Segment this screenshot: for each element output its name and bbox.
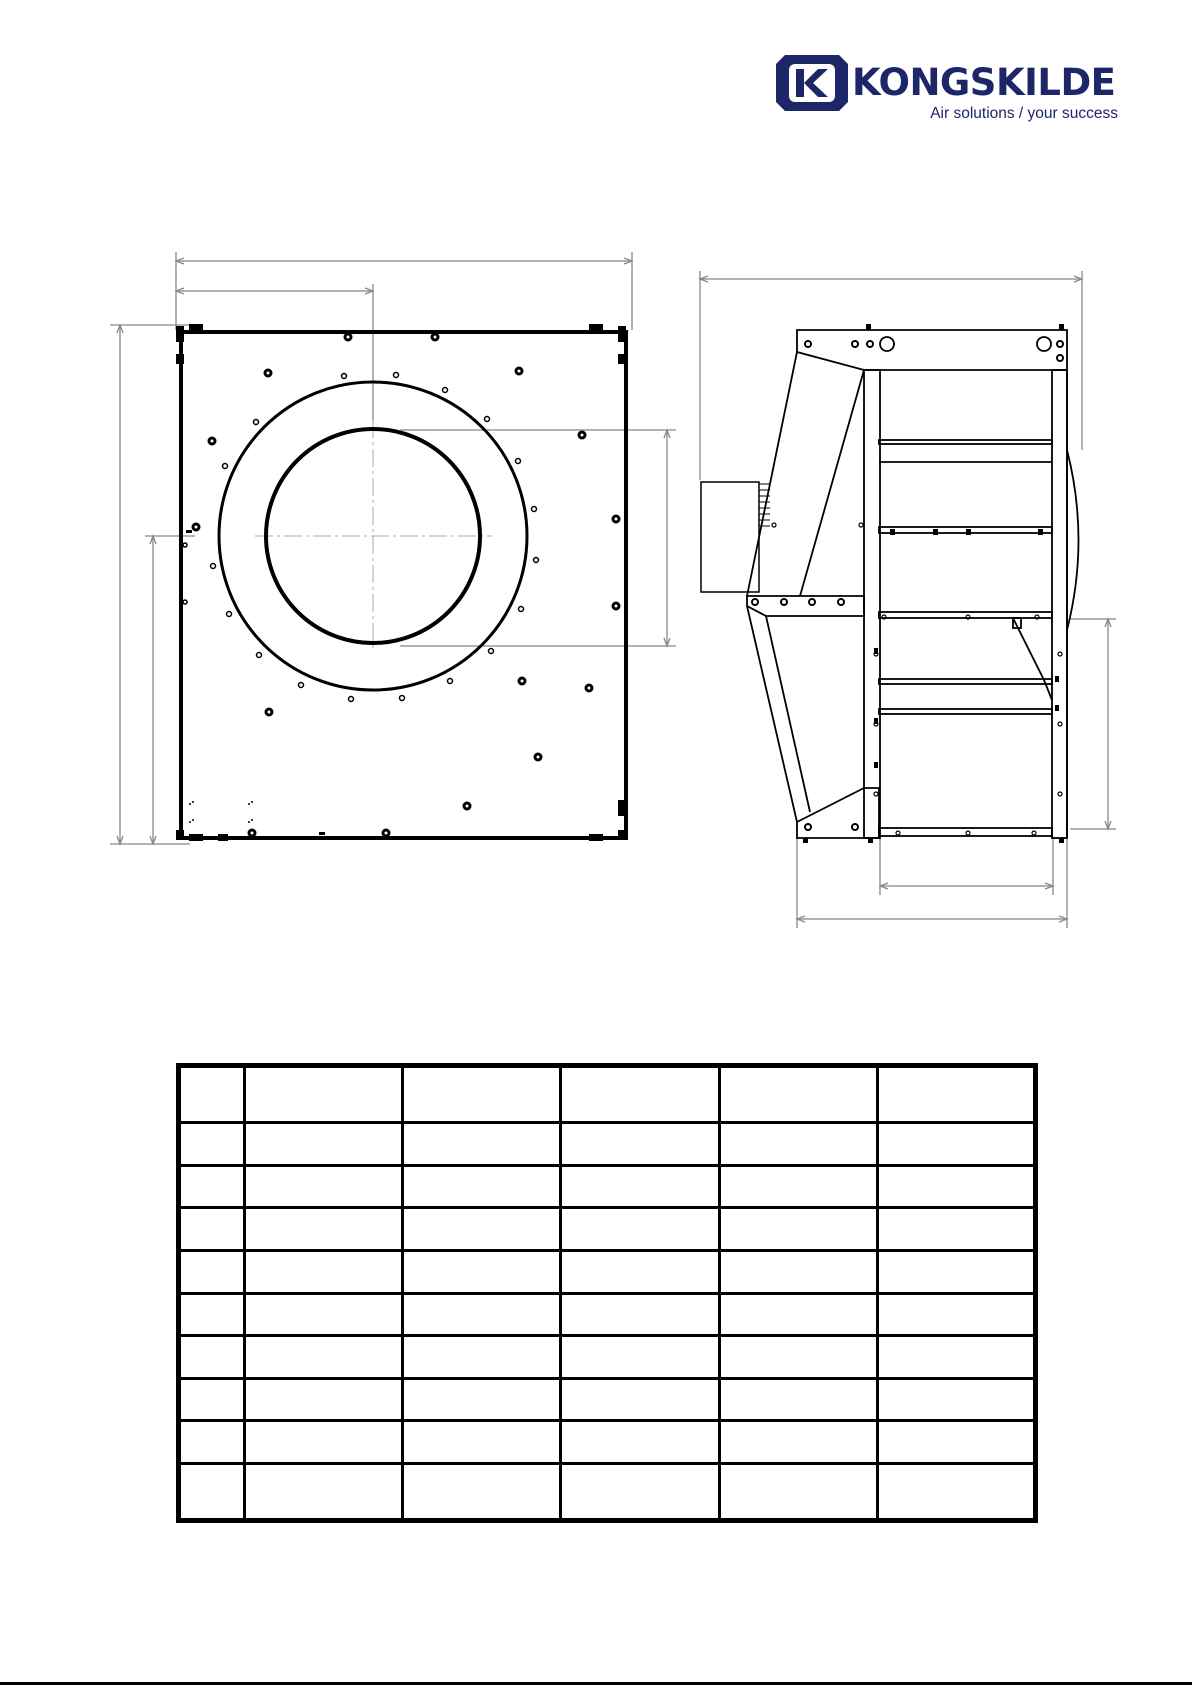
table-cell: [561, 1293, 719, 1336]
table-header-cell: [179, 1066, 245, 1123]
side-bolts: [752, 341, 1063, 830]
table-cell: [403, 1208, 561, 1251]
table-cell: [179, 1208, 245, 1251]
table-header-cell: [245, 1066, 403, 1123]
table-cell: [877, 1421, 1035, 1464]
table-cell: [245, 1336, 403, 1379]
dimensions-table: [176, 1063, 1038, 1523]
table-row: [179, 1293, 1036, 1336]
table-cell: [877, 1464, 1035, 1521]
table-cell: [179, 1165, 245, 1208]
table-cell: [403, 1293, 561, 1336]
table-cell: [561, 1165, 719, 1208]
table-cell: [877, 1208, 1035, 1251]
table-row: [179, 1378, 1036, 1421]
table-cell: [245, 1250, 403, 1293]
ring-bolts: [183, 373, 539, 702]
table-cell: [403, 1165, 561, 1208]
table-cell: [561, 1250, 719, 1293]
table-cell: [245, 1378, 403, 1421]
table-cell: [877, 1378, 1035, 1421]
table-cell: [403, 1464, 561, 1521]
logo-wordmark: KONGSKILDE: [852, 61, 1116, 104]
table-cell: [245, 1293, 403, 1336]
table-cell: [403, 1421, 561, 1464]
table-cell: [719, 1421, 877, 1464]
table-cell: [561, 1208, 719, 1251]
table-row: [179, 1250, 1036, 1293]
table-cell: [719, 1378, 877, 1421]
front-bolts: [193, 334, 619, 836]
table-cell: [561, 1378, 719, 1421]
table-cell: [877, 1336, 1035, 1379]
table-cell: [719, 1293, 877, 1336]
table-cell: [719, 1165, 877, 1208]
table-cell: [179, 1464, 245, 1521]
table-header-cell: [719, 1066, 877, 1123]
table-header-row: [179, 1066, 1036, 1123]
table-cell: [403, 1250, 561, 1293]
table-row: [179, 1421, 1036, 1464]
table-cell: [179, 1421, 245, 1464]
table-row: [179, 1165, 1036, 1208]
table-cell: [245, 1421, 403, 1464]
front-casing-outline: [181, 332, 626, 838]
table-row: [179, 1122, 1036, 1165]
table-header-cell: [561, 1066, 719, 1123]
table-cell: [179, 1250, 245, 1293]
table-cell: [245, 1122, 403, 1165]
front-dimension-lines: [110, 252, 676, 844]
table-header-cell: [403, 1066, 561, 1123]
table-cell: [561, 1122, 719, 1165]
table-cell: [179, 1378, 245, 1421]
table-cell: [719, 1122, 877, 1165]
table-cell: [561, 1336, 719, 1379]
table-cell: [245, 1208, 403, 1251]
table-cell: [877, 1122, 1035, 1165]
table-cell: [179, 1293, 245, 1336]
table-row: [179, 1336, 1036, 1379]
table-row: [179, 1208, 1036, 1251]
table-cell: [719, 1250, 877, 1293]
side-view: [700, 271, 1116, 928]
table-cell: [403, 1378, 561, 1421]
table-cell: [179, 1122, 245, 1165]
side-casing: [747, 330, 1079, 838]
table-cell: [561, 1421, 719, 1464]
front-view: [110, 252, 676, 844]
table-cell: [403, 1336, 561, 1379]
table-cell: [245, 1165, 403, 1208]
table-cell: [877, 1293, 1035, 1336]
table-cell: [719, 1464, 877, 1521]
table-row: [179, 1464, 1036, 1521]
table-cell: [719, 1336, 877, 1379]
table-cell: [245, 1464, 403, 1521]
logo-tagline: Air solutions / your success: [930, 105, 1118, 122]
table-cell: [179, 1336, 245, 1379]
table-cell: [719, 1208, 877, 1251]
table-cell: [877, 1165, 1035, 1208]
table-cell: [403, 1122, 561, 1165]
table-cell: [561, 1464, 719, 1521]
table-cell: [877, 1250, 1035, 1293]
table-header-cell: [877, 1066, 1035, 1123]
